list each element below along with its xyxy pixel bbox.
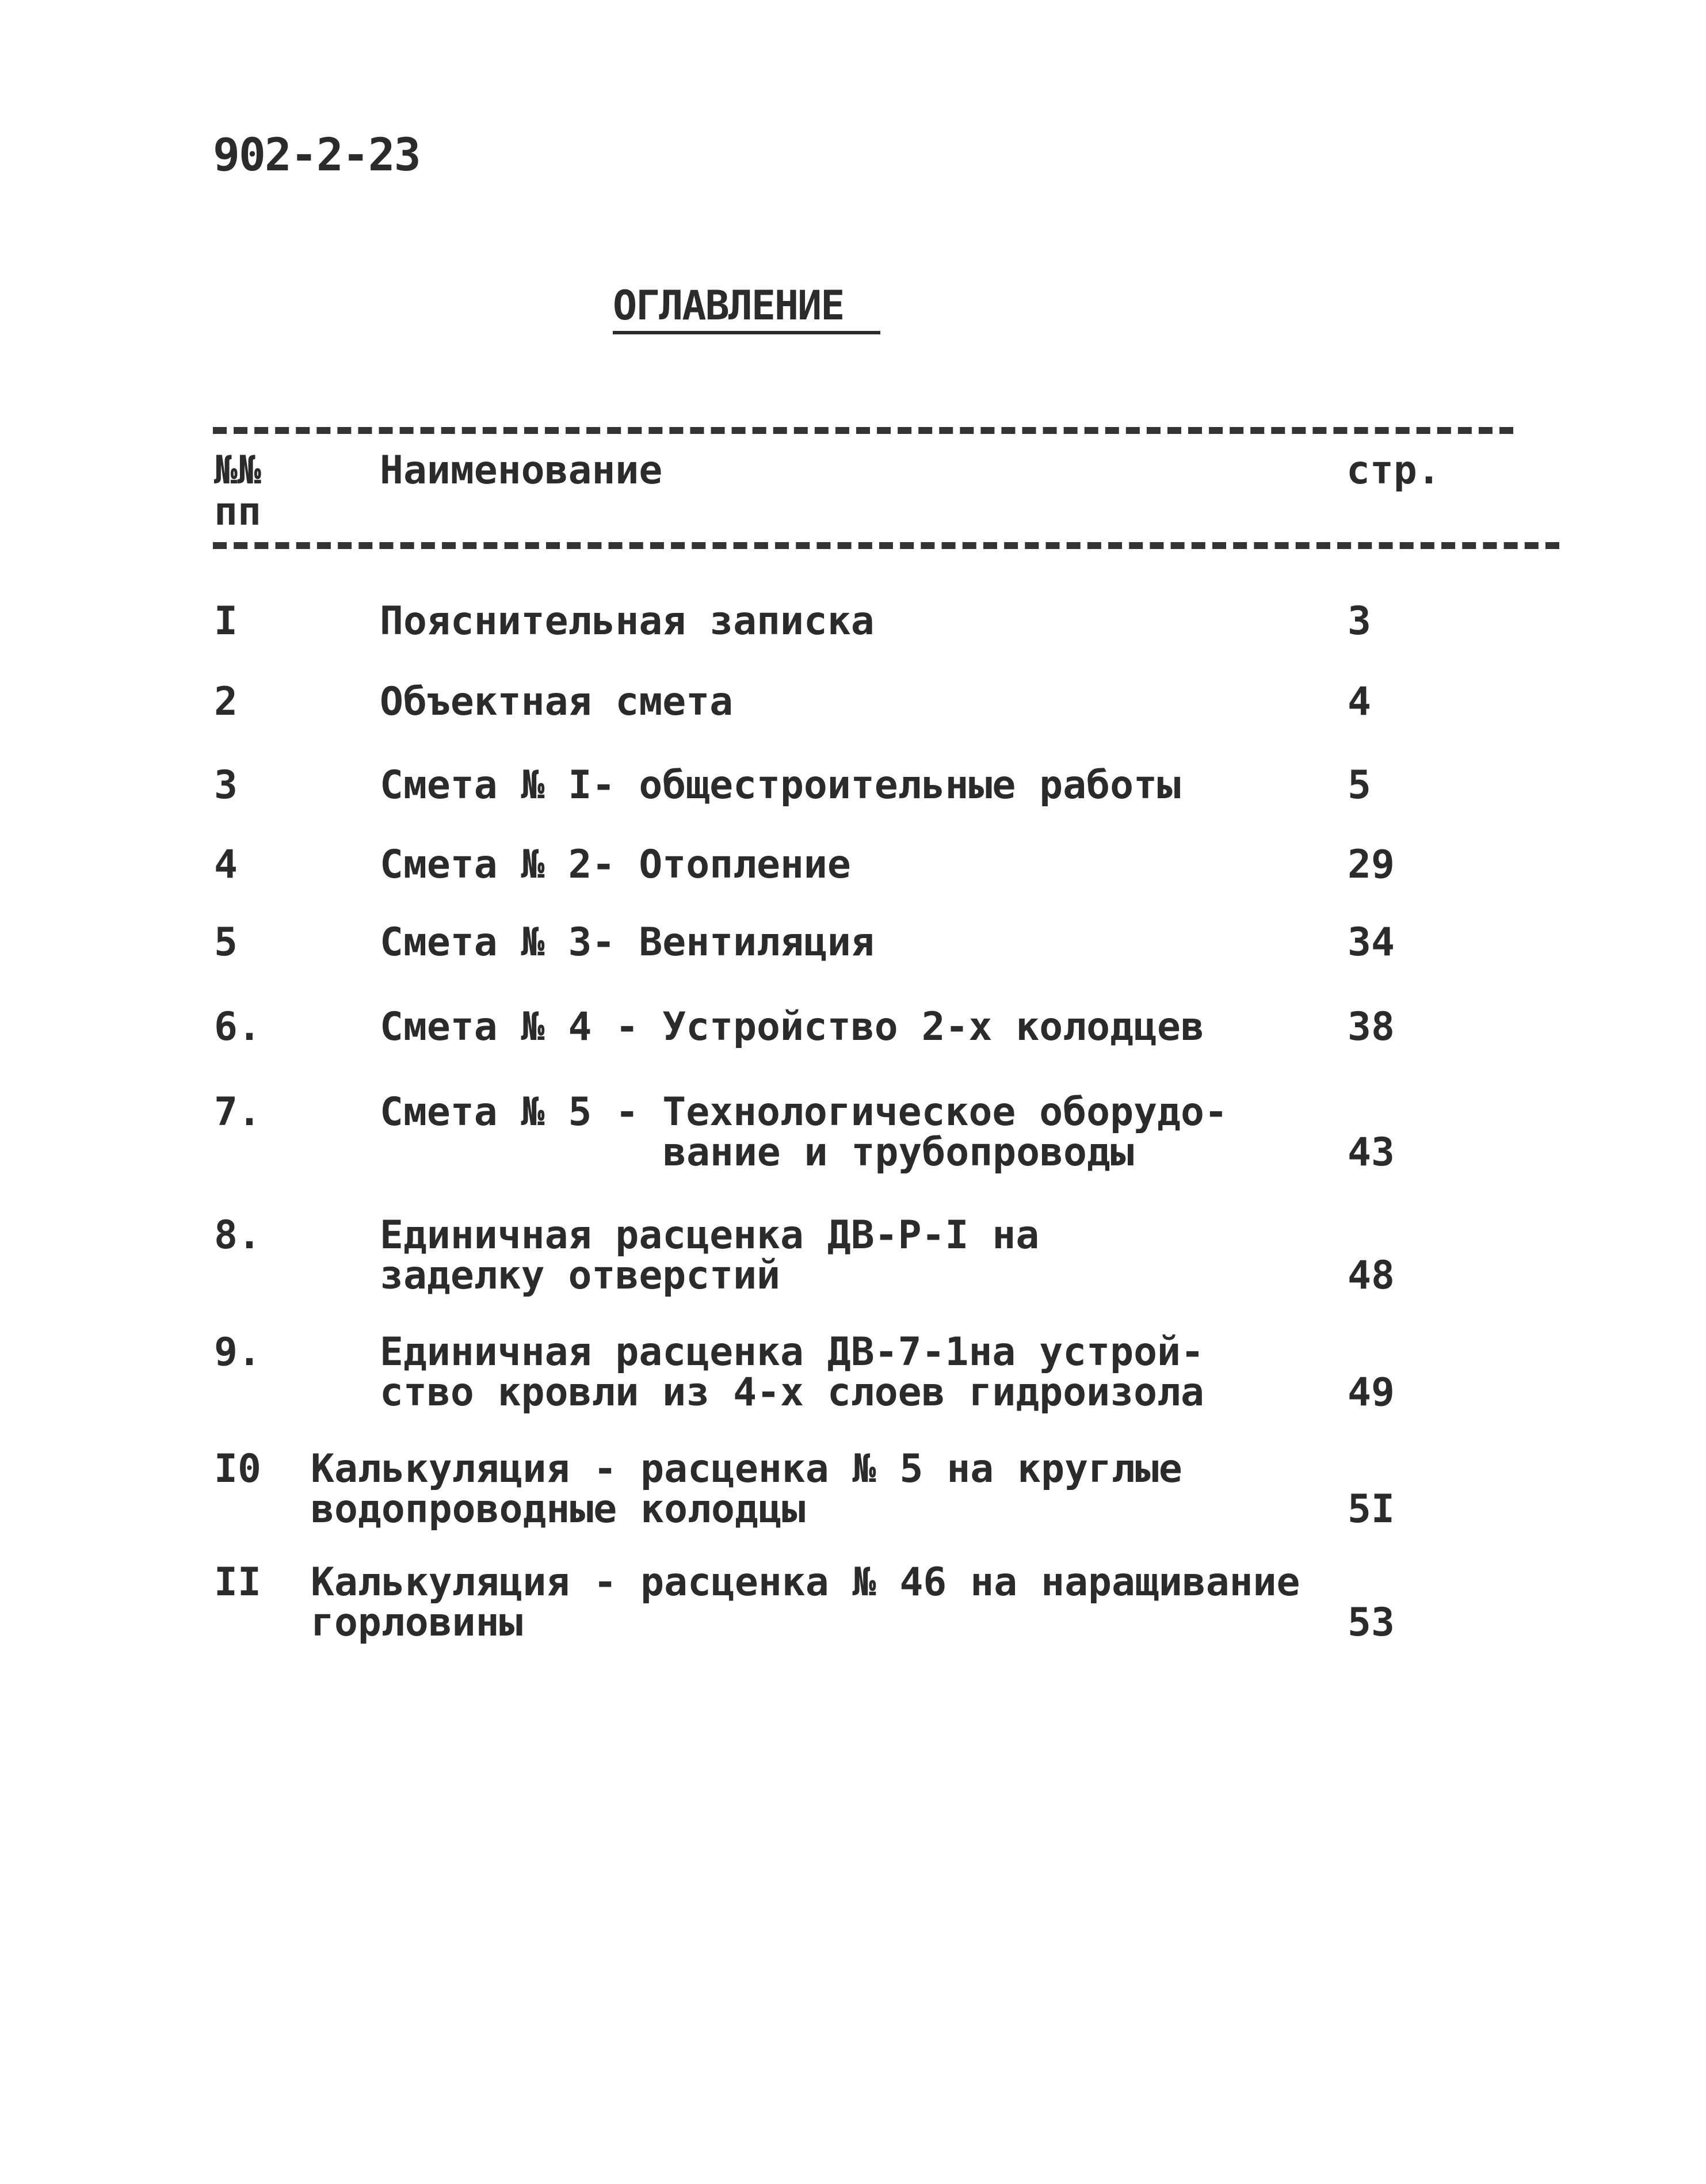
document-code: 902-2-23 (213, 129, 420, 181)
row-page: 4 (1348, 679, 1371, 725)
row-title-continuation: ство кровли из 4-х слоев гидроизола (380, 1370, 1204, 1415)
row-title: Объектная смета (380, 679, 734, 725)
row-title: Единичная расценка ДВ-7-1на устрой- (380, 1329, 1204, 1375)
row-title-continuation: заделку отверстий (380, 1253, 780, 1298)
row-page: 48 (1348, 1253, 1395, 1298)
row-title: Калькуляция - расценка № 5 на круглые (311, 1446, 1182, 1492)
row-number: 5 (214, 920, 238, 965)
row-number: I0 (214, 1446, 261, 1492)
header-page-label: стр. (1346, 448, 1441, 493)
page-title: ОГЛАВЛЕНИЕ (613, 282, 844, 329)
row-number: 7. (214, 1089, 261, 1135)
row-page: 34 (1348, 920, 1395, 965)
row-title: Пояснительная записка (380, 599, 875, 644)
row-number: 9. (214, 1329, 261, 1375)
header-top-divider (213, 427, 1513, 434)
row-page: 49 (1348, 1370, 1395, 1415)
row-title-continuation: водопроводные колодцы (311, 1487, 806, 1532)
row-number: 3 (214, 763, 238, 808)
row-number: 6. (214, 1004, 261, 1050)
row-page: 5I (1348, 1487, 1395, 1532)
row-number: I (214, 599, 238, 644)
row-page: 53 (1348, 1600, 1395, 1645)
row-title-continuation: вание и трубопроводы (663, 1130, 1134, 1175)
row-page: 38 (1348, 1004, 1395, 1050)
row-number: 2 (214, 679, 238, 725)
row-title: Смета № 4 - Устройство 2-х колодцев (380, 1004, 1204, 1050)
header-name-label: Наименование (380, 448, 663, 493)
row-title: Единичная расценка ДВ-Р-I на (380, 1213, 1040, 1258)
row-title-continuation: горловины (311, 1600, 523, 1645)
row-page: 3 (1348, 599, 1371, 644)
row-page: 29 (1348, 842, 1395, 887)
title-underline (613, 331, 880, 334)
row-title: Смета № 5 - Технологическое оборудо- (380, 1089, 1228, 1135)
row-title: Смета № 3- Вентиляция (380, 920, 875, 965)
row-number: 8. (214, 1213, 261, 1258)
header-bottom-divider (213, 542, 1559, 549)
header-num-label: №№ (214, 448, 261, 493)
row-title: Смета № 2- Отопление (380, 842, 851, 887)
row-page: 5 (1348, 763, 1371, 808)
row-number: II (214, 1560, 261, 1605)
header-num-label-line2: пп (214, 489, 261, 535)
row-title: Смета № I- общестроительные работы (380, 763, 1181, 808)
row-page: 43 (1348, 1130, 1395, 1175)
row-title: Калькуляция - расценка № 46 на наращивание (311, 1560, 1300, 1605)
row-number: 4 (214, 842, 238, 887)
